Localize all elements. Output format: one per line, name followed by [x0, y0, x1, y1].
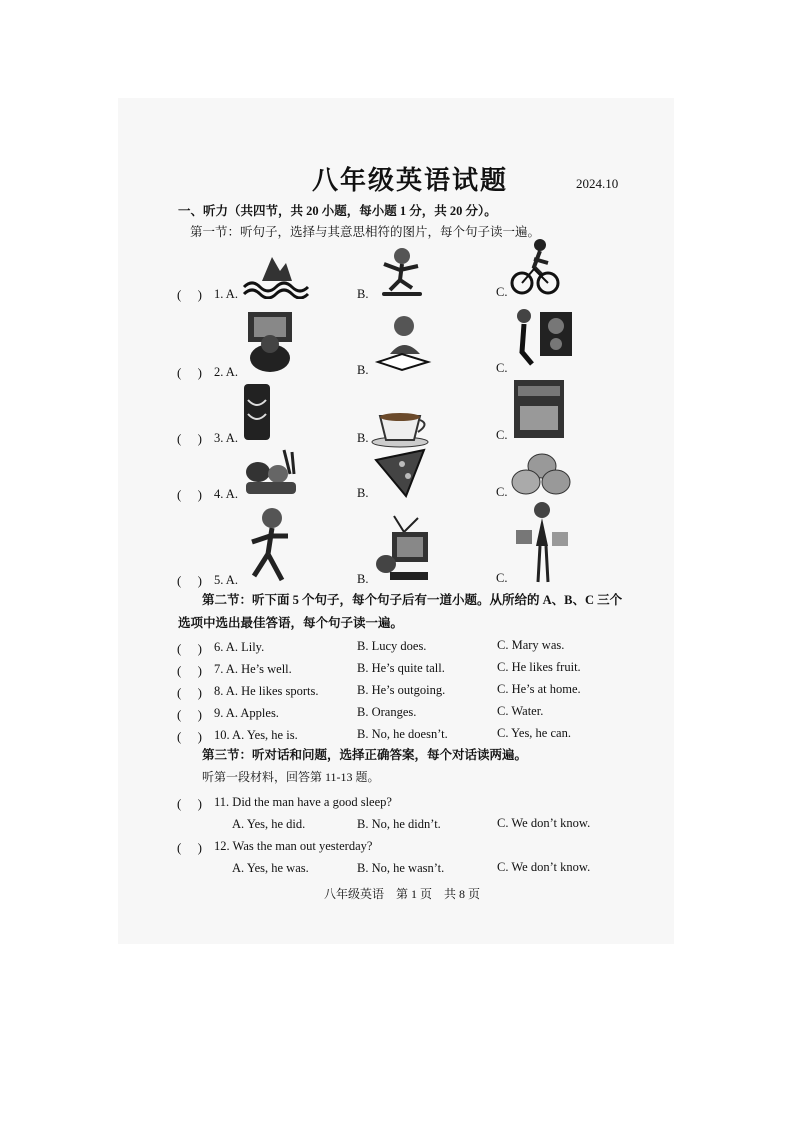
- shopping-woman-picture[interactable]: [512, 500, 570, 586]
- question-8: 8. A. He likes sports.: [214, 684, 319, 698]
- option-c: C. Yes, he can.: [497, 726, 571, 740]
- vegetables-picture[interactable]: [240, 446, 302, 498]
- option-b-label: B.: [357, 572, 369, 586]
- question-label: 1. A.: [214, 287, 238, 301]
- option-c: C. We don’t know.: [497, 860, 591, 874]
- part1-instructions: 第一节：听句子，选择与其意思相符的图片，每个句子读一遍。: [190, 225, 541, 239]
- food-package-picture[interactable]: [512, 378, 566, 440]
- option-c-label: C.: [496, 285, 508, 299]
- tv-dog-picture[interactable]: [374, 514, 430, 582]
- answer-bracket[interactable]: ( ): [177, 796, 202, 811]
- option-c-label: C.: [496, 361, 508, 375]
- question-11: 11. Did the man have a good sleep?: [214, 795, 392, 809]
- river-waves-picture[interactable]: [242, 253, 310, 299]
- option-b-label: B.: [357, 431, 369, 445]
- option-b-label: B.: [357, 287, 369, 301]
- option-c: C. He’s at home.: [497, 682, 581, 696]
- answer-bracket[interactable]: ( ): [177, 573, 202, 588]
- answer-bracket[interactable]: ( ): [177, 287, 202, 302]
- answer-bracket[interactable]: ( ): [177, 840, 202, 855]
- option-b: B. No, he doesn’t.: [357, 727, 448, 741]
- question-10: 10. A. Yes, he is.: [214, 728, 298, 742]
- question-label: 5. A.: [214, 573, 238, 587]
- part2-instructions-line1: 第二节：听下面 5 个句子，每个句子后有一道小题。从所给的 A、B、C 三个: [202, 593, 623, 607]
- question-label: 4. A.: [214, 487, 238, 501]
- answer-bracket[interactable]: ( ): [177, 729, 202, 744]
- skateboarding-boy-picture[interactable]: [374, 246, 430, 298]
- page-title: 八年级英语试题: [312, 166, 509, 196]
- part3-instructions: 第三节：听对话和问题，选择正确答案，每个对话读两遍。: [202, 748, 528, 762]
- section-heading: 一、听力（共四节，共 20 小题，每小题 1 分，共 20 分）。: [178, 204, 497, 218]
- option-c: C. He likes fruit.: [497, 660, 581, 674]
- part3-subinstructions: 听第一段材料，回答第 11-13 题。: [202, 770, 380, 784]
- question-label: 3. A.: [214, 431, 238, 445]
- watching-tv-picture[interactable]: [240, 308, 300, 374]
- option-c: C. Mary was.: [497, 638, 565, 652]
- option-b: B. No, he didn’t.: [357, 817, 441, 831]
- option-c-label: C.: [496, 571, 508, 585]
- question-12: 12. Was the man out yesterday?: [214, 839, 373, 853]
- option-b-label: B.: [357, 486, 369, 500]
- option-c-label: C.: [496, 485, 508, 499]
- option-b: B. He’s quite tall.: [357, 661, 445, 675]
- option-b: B. Lucy does.: [357, 639, 427, 653]
- exam-date: 2024.10: [576, 176, 619, 191]
- option-b-label: B.: [357, 363, 369, 377]
- answer-bracket[interactable]: ( ): [177, 663, 202, 678]
- answer-bracket[interactable]: ( ): [177, 487, 202, 502]
- answer-bracket[interactable]: ( ): [177, 431, 202, 446]
- page-footer: 八年级英语 第 1 页 共 8 页: [324, 887, 481, 901]
- option-c: C. Water.: [497, 704, 544, 718]
- answer-bracket[interactable]: ( ): [177, 641, 202, 656]
- question-label: 2. A.: [214, 365, 238, 379]
- coffee-cup-picture[interactable]: [370, 408, 432, 448]
- option-b: B. No, he wasn’t.: [357, 861, 445, 875]
- option-b: B. Oranges.: [357, 705, 417, 719]
- question-9: 9. A. Apples.: [214, 706, 279, 720]
- answer-bracket[interactable]: ( ): [177, 707, 202, 722]
- running-boy-picture[interactable]: [244, 506, 294, 586]
- question-7: 7. A. He’s well.: [214, 662, 292, 676]
- cyclist-picture[interactable]: [510, 237, 560, 297]
- option-c-label: C.: [496, 428, 508, 442]
- reading-man-picture[interactable]: [372, 312, 434, 372]
- pizza-slice-picture[interactable]: [372, 446, 430, 498]
- eggs-picture[interactable]: [510, 452, 574, 498]
- option-a: A. Yes, he did.: [232, 817, 306, 831]
- part2-instructions-line2: 选项中选出最佳答语，每个句子读一遍。: [178, 616, 404, 630]
- answer-bracket[interactable]: ( ): [177, 365, 202, 380]
- answer-bracket[interactable]: ( ): [177, 685, 202, 700]
- option-a: A. Yes, he was.: [232, 861, 309, 875]
- question-6: 6. A. Lily.: [214, 640, 265, 654]
- listening-music-picture[interactable]: [512, 304, 578, 372]
- option-b: B. He’s outgoing.: [357, 683, 446, 697]
- option-c: C. We don’t know.: [497, 816, 591, 830]
- cola-can-picture[interactable]: [242, 380, 272, 444]
